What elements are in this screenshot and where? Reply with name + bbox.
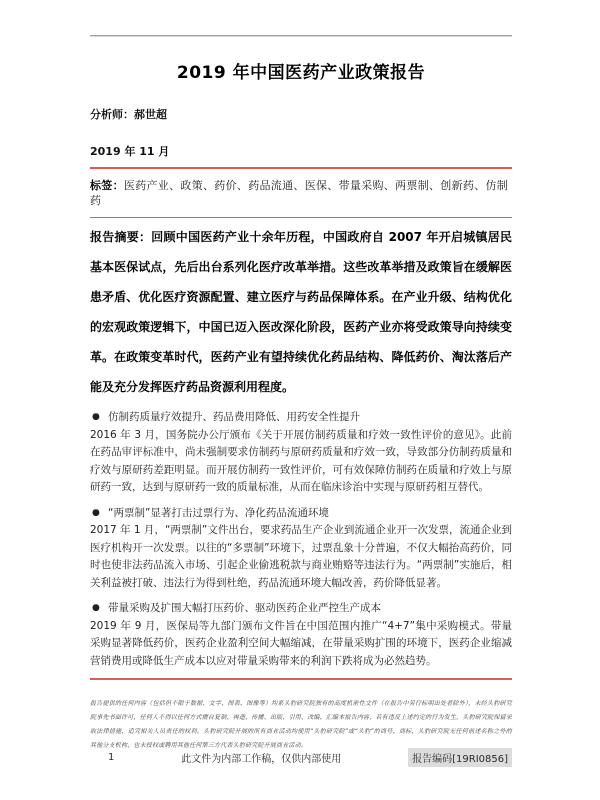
section-heading: “两票制”显著打击过票行为、净化药品流通环境 xyxy=(108,506,329,519)
page-footer xyxy=(90,748,512,767)
legal-disclaimer: 报告提供的任何内容（包括但不限于数据、文字、图表、图像等）均系头豹研究院独有的高度机密性文件（在报告中另行标明出处者除外），未经头豹研究院事先书面许可，任何人不得以任何方式擅自复制、再造、传播、出版、引用、改编、汇编本报告内容，若有违反上述约定的行为发生，头豹研究院保留采取法律措施、追究相关人员责任的权利。头豹研究院开展的所有商业活动均使用“头豹研究院”或“头豹”的商号、商标，头豹研究院无任何前述名称之外的其他分支机构，也未授权或聘用其他任何第三方代表头豹研究院开展商业活动。 xyxy=(90,699,512,749)
bullet-icon: ● xyxy=(92,412,100,422)
top-divider xyxy=(90,35,512,37)
section-heading-row xyxy=(90,505,512,523)
bullet-icon: ● xyxy=(92,507,100,518)
section-heading-row xyxy=(90,409,512,427)
section-body: 2017 年 1 月，“两票制”文件出台，要求药品生产企业到流通企业开一次发票，流通企业到医疗机构开一次发票。以往的“多票制”环境下，过票乱象十分普遍，不仅大幅抬高药价，同时也使非法药品流入市场、引起企业偷逃税款与商业贿赂等违法行为。“两票制”实施后，相关利益被打破、违法行为得到杜绝，药品流通环境大幅改善，药价降低显著。 xyxy=(90,524,512,589)
report-code-badge: 报告编码[19RI0856] xyxy=(408,748,512,767)
section-heading-row xyxy=(90,600,512,618)
section-heading: 仿制药质量疗效提升、药品费用降低、用药安全性提升 xyxy=(108,411,360,423)
disclaimer-divider xyxy=(90,678,512,680)
tags-divider-top xyxy=(90,167,512,169)
section-body: 2019 年 9 月，医保局等九部门颁布文件旨在中国范围内推广“4+7”集中采购模式。带量采购显著降低药价，医药企业盈利空间大幅缩减，在带量采购扩围的环境下，医药企业缩减营销费用或降低生产成本以应对带量采购带来的利润下跌将成为必然趋势。 xyxy=(90,619,512,667)
section-body: 2016 年 3 月，国务院办公厅颁布《关于开展仿制药质量和疗效一致性评价的意见》。此前在药品审评标准中，尚未强制要求仿制药与原研药质量和疗效一致，导致部分仿制药质量和疗效与原研药差距明显。而开展仿制药一致性评价，可有效保障仿制药在质量和疗效上与原研药一致，达到与原研药一致的质量标准，从而在临床诊治中实现与原研药相互替代。 xyxy=(90,428,512,493)
bullet-section xyxy=(90,600,512,670)
footer-notice: 此文件为内部工作稿，仅供内部使用 xyxy=(181,754,342,765)
page-title: 2019 年中国医药产业政策报告 xyxy=(176,63,426,83)
date-line: 2019 年 11 月 xyxy=(90,145,170,158)
page-number: 1 xyxy=(108,752,115,763)
bullet-sections xyxy=(90,409,512,670)
bullet-icon: ● xyxy=(92,603,100,613)
tags-label: 标签： xyxy=(90,178,124,192)
report-abstract xyxy=(90,222,512,402)
analyst-line: 分析师：郝世超 xyxy=(90,108,167,121)
bullet-section xyxy=(90,409,512,497)
section-heading: 带量采购及扩围大幅打压药价、驱动医药企业严控生产成本 xyxy=(108,602,381,614)
abstract-label: 报告摘要： xyxy=(90,230,152,244)
tags-text: 医药产业、政策、药价、药品流通、医保、带量采购、两票制、创新药、仿制药 xyxy=(90,178,509,207)
tags-line xyxy=(90,178,512,208)
bullet-section xyxy=(90,505,512,593)
abstract-text: 回顾中国医药产业十余年历程，中国政府自 2007 年开启城镇居民基本医保试点，先后出台系列化医疗改革举措。这些改革举措及政策旨在缓解医患矛盾、优化医疗资源配置、建立医疗与药品保障体系。在产业升级、结构优化的宏观政策逻辑下，中国已迈入医改深化阶段，医药产业亦将受政策导向持续变革。在政策变革时代，医药产业有望持续优化药品结构、降低药价、淘汰落后产能及充分发挥医疗药品资源利用程度。 xyxy=(90,230,512,394)
tags-divider-bottom xyxy=(90,217,512,219)
